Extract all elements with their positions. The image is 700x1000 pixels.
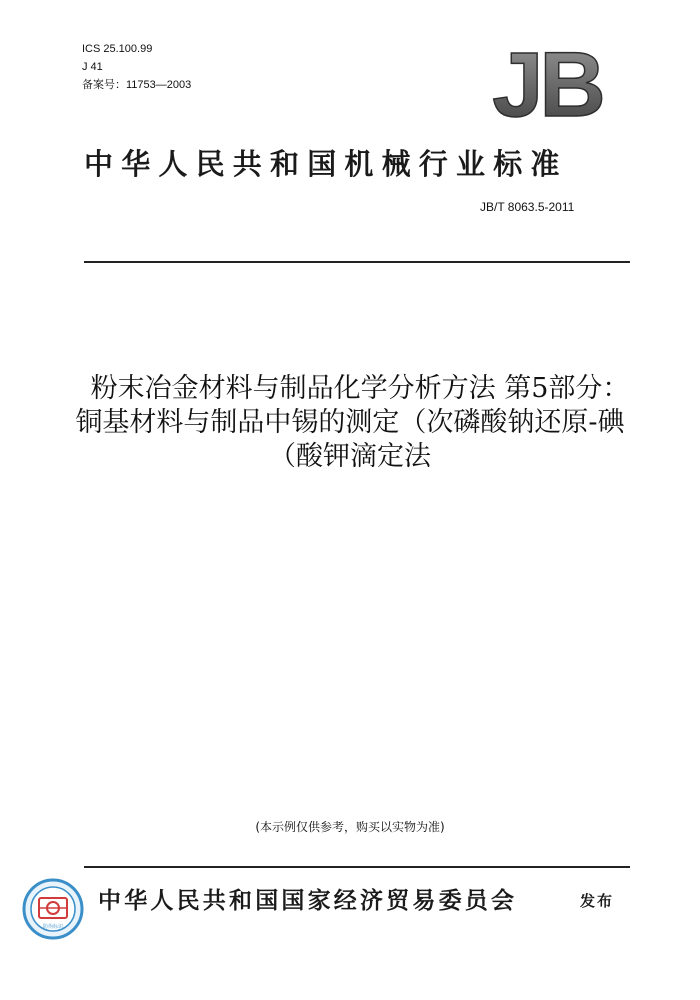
- document-title: [20, 372, 680, 474]
- jb-logo: [472, 40, 622, 124]
- bottom-divider: [84, 866, 630, 868]
- document-metadata: [82, 40, 191, 94]
- standard-code: JB/T 8063.5-2011: [480, 200, 575, 214]
- issuer-name: 中华人民共和国国家经济贸易委员会: [98, 888, 518, 914]
- filing-number: 备案号：11753—2003: [82, 79, 192, 91]
- ics-code: ICS 25.100.99: [82, 43, 153, 55]
- title-line-3: （酸钾滴定法: [269, 441, 431, 472]
- sample-note: (本示例仅供参考，购买以实物为准): [255, 820, 445, 834]
- issuer-suffix: 发布: [580, 892, 615, 910]
- anti-counterfeit-seal-icon: [22, 878, 84, 940]
- jb-logo-text: JB: [492, 40, 602, 124]
- class-code: J 41: [82, 61, 103, 73]
- title-line-1: 粉末冶金材料与制品化学分析方法 第5部分：: [90, 373, 630, 404]
- standard-type-title: 中华人民共和国机械行业标准: [84, 147, 568, 181]
- title-line-2: 铜基材料与制品中锡的测定（次磷酸钠还原-碘: [75, 407, 625, 438]
- top-divider: [84, 261, 630, 263]
- seal-text: 防伪标识: [42, 924, 64, 930]
